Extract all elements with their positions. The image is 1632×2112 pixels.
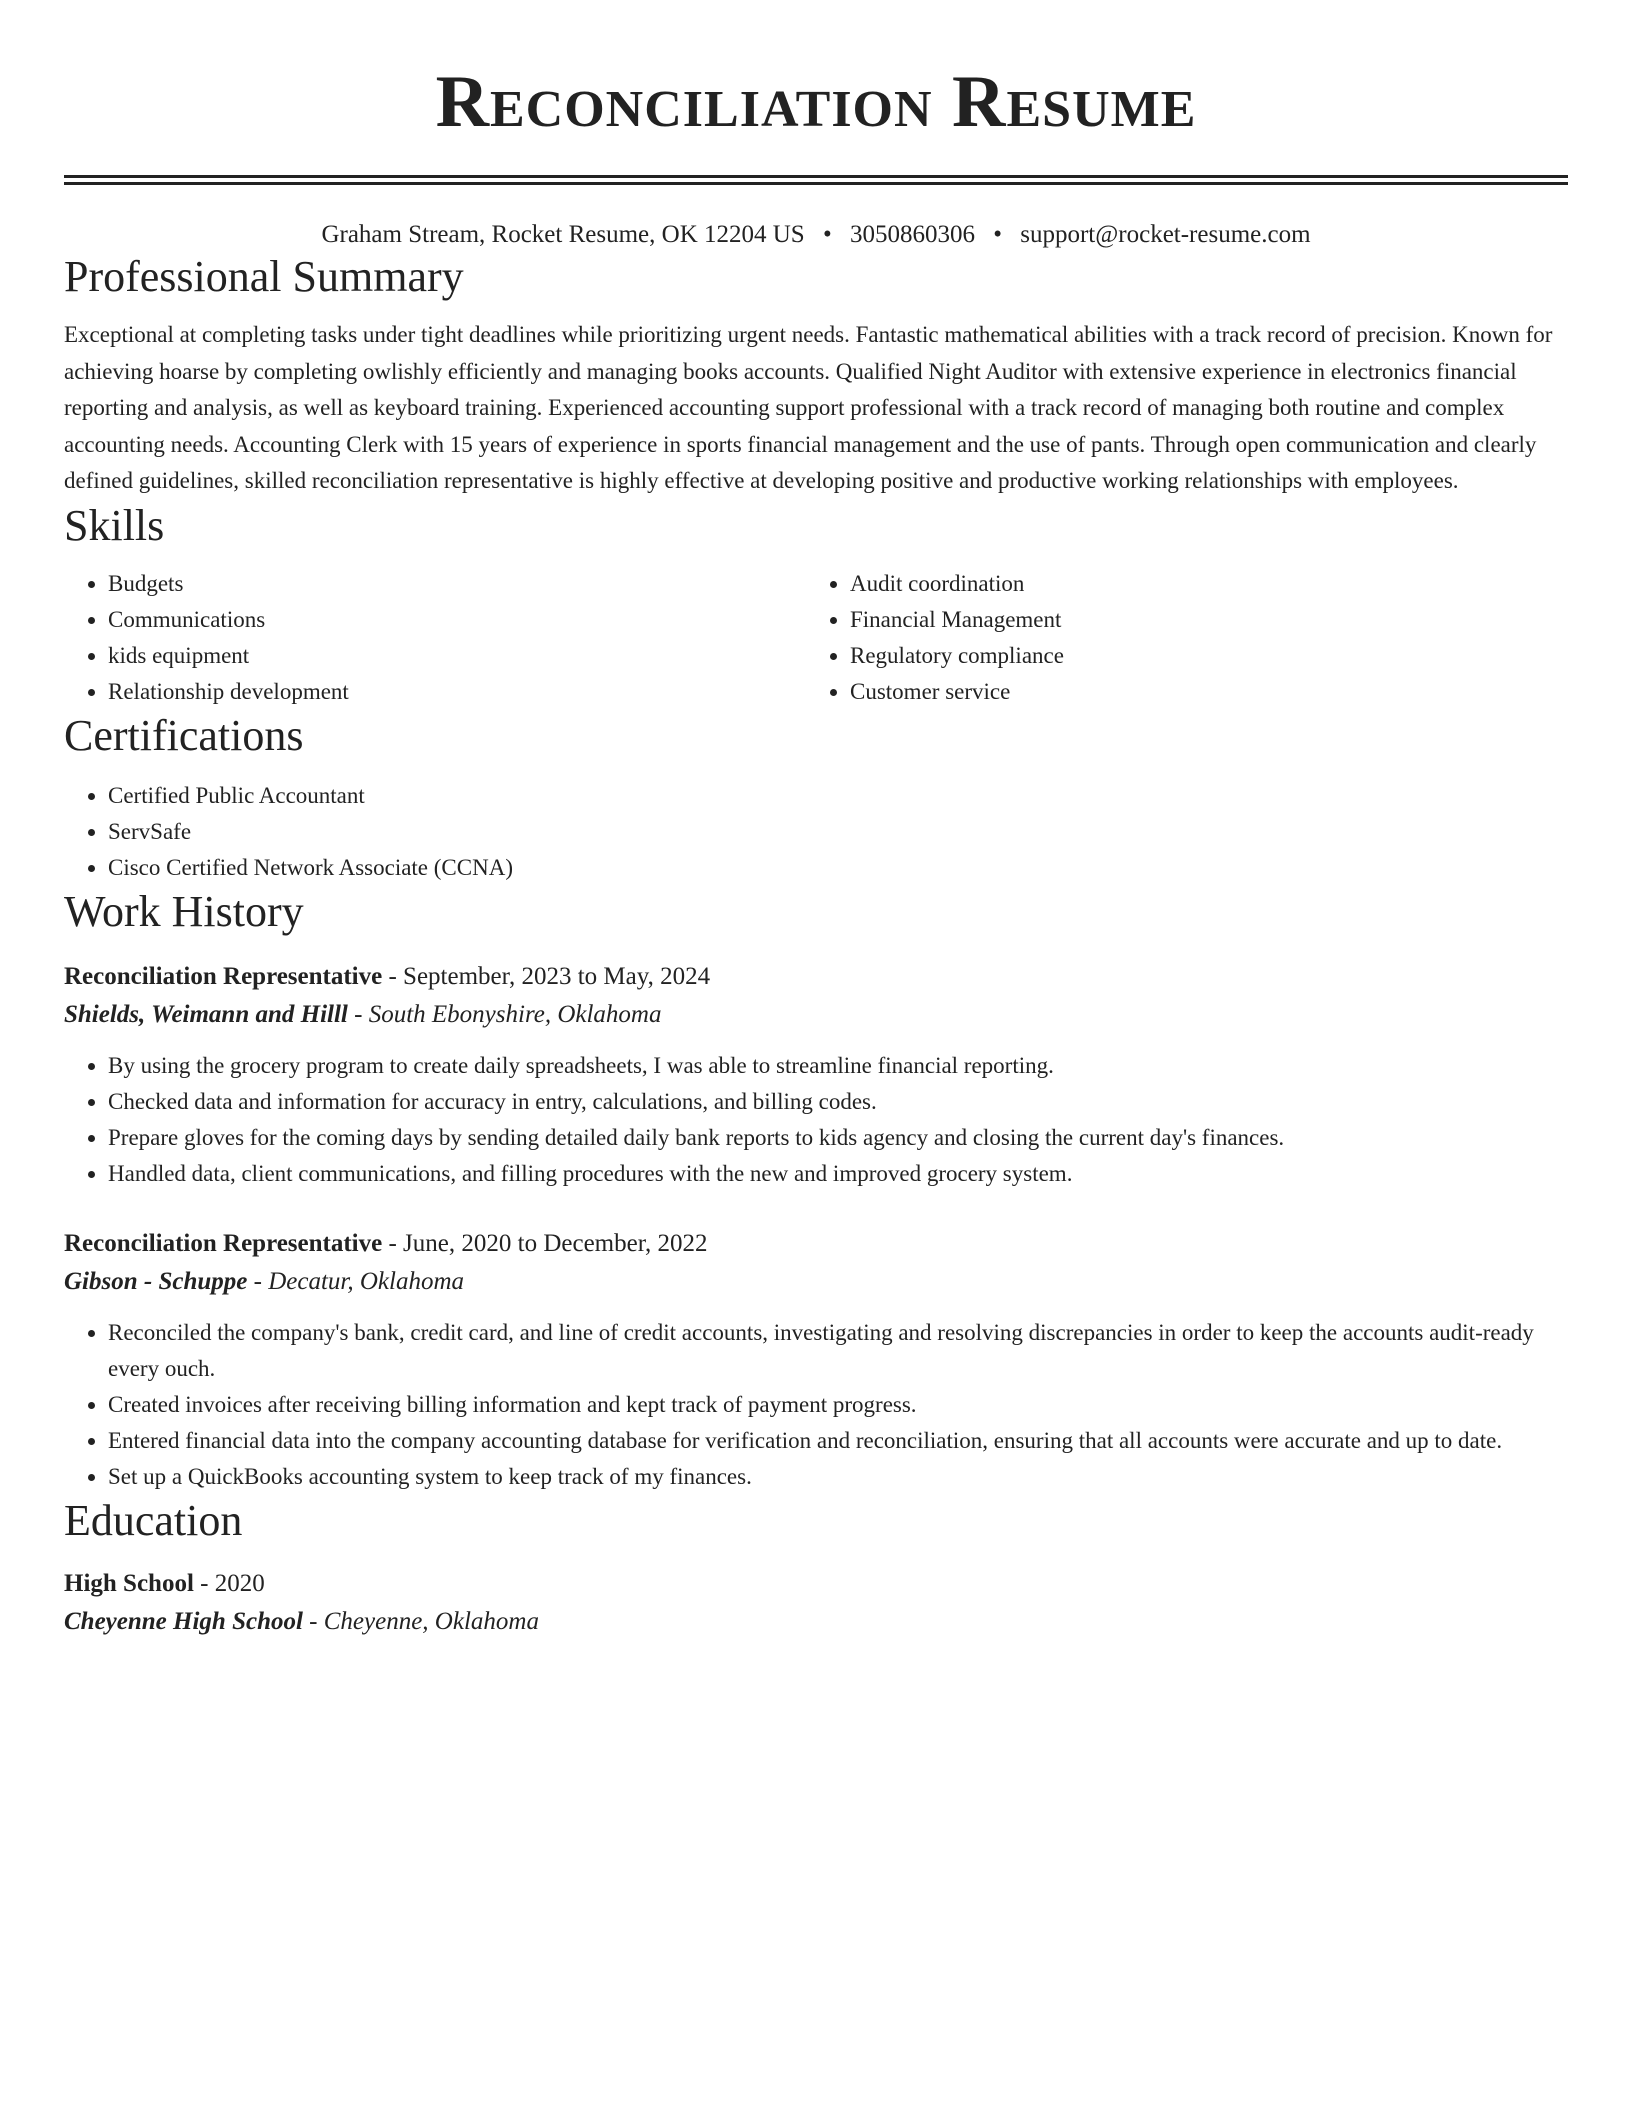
- contact-line: [64, 219, 1568, 251]
- job-dates: - September, 2023 to May, 2024: [388, 962, 711, 990]
- school-location: - Cheyenne, Oklahoma: [309, 1607, 539, 1635]
- job-entry: [64, 1225, 1568, 1495]
- skill-item: • Communications: [108, 602, 806, 638]
- certification-item: • ServSafe: [108, 814, 1568, 850]
- degree-line: [64, 1565, 1568, 1603]
- job-title-line: [64, 958, 1568, 996]
- title-double-rule: [64, 175, 1568, 185]
- skill-item: • Financial Management: [850, 602, 1548, 638]
- skills-list-right: [806, 566, 1548, 710]
- school-line: [64, 1603, 1568, 1641]
- graduation-year: - 2020: [200, 1569, 265, 1597]
- job-bullets: [64, 1048, 1568, 1192]
- job-entry: [64, 958, 1568, 1192]
- job-bullet: • Set up a QuickBooks accounting system to keep track of my finances.: [108, 1459, 1568, 1495]
- job-bullet: • Checked data and information for accuracy in entry, calculations, and billing codes.: [108, 1084, 1568, 1120]
- degree: High School: [64, 1569, 194, 1597]
- job-bullets: [64, 1315, 1568, 1495]
- skill-item: • Relationship development: [108, 674, 806, 710]
- job-title-line: [64, 1225, 1568, 1263]
- job-bullet: • Created invoices after receiving billing information and kept track of payment progress.: [108, 1387, 1568, 1423]
- contact-phone: 3050860306: [849, 221, 975, 248]
- contact-email: support@rocket-resume.com: [1020, 221, 1311, 248]
- job-dates: - June, 2020 to December, 2022: [388, 1229, 708, 1257]
- contact-separator: •: [993, 221, 1002, 248]
- skills-heading: Skills: [64, 500, 165, 550]
- skill-item: • kids equipment: [108, 638, 806, 674]
- education-entry: [64, 1565, 1568, 1641]
- employer-name: Shields, Weimann and Hilll: [64, 1000, 348, 1028]
- job-bullet: • By using the grocery program to create daily spreadsheets, I was able to streamline financial reporting.: [108, 1048, 1568, 1084]
- education-heading: Education: [64, 1495, 243, 1545]
- job-title: Reconciliation Representative: [64, 962, 383, 990]
- certifications-list: [64, 778, 1568, 886]
- resume-title: Reconciliation Resume: [435, 61, 1197, 143]
- job-bullet: • Reconciled the company's bank, credit card, and line of credit accounts, investigating and resolving discrepancies in order to keep the accounts audit-ready every ouch.: [108, 1315, 1568, 1387]
- summary-text: Exceptional at completing tasks under tight deadlines while prioritizing urgent needs. Fantastic mathematical abilities with a track record of precision. Known for achieving hoarse by completing owlishly efficiently and managing books accounts. Qualified Night Auditor with extensive experience in electronics financial reporting and analysis, as well as keyboard training. Experienced accounting support professional with a track record of managing both routine and complex accounting needs. Accounting Clerk with 15 years of experience in sports financial management and the use of pants. Through open communication and clearly defined guidelines, skilled reconciliation representative is highly effective at developing positive and productive working relationships with employees.: [64, 322, 1553, 494]
- skill-item: • Budgets: [108, 566, 806, 602]
- skills-grid: [64, 566, 1568, 710]
- employer-location: - Decatur, Oklahoma: [253, 1267, 465, 1295]
- job-bullet: • Prepare gloves for the coming days by sending detailed daily bank reports to kids agency and closing the current day's finances.: [108, 1120, 1568, 1156]
- contact-separator: •: [822, 221, 832, 248]
- job-title: Reconciliation Representative: [64, 1229, 383, 1257]
- skill-item: • Audit coordination: [850, 566, 1548, 602]
- certifications-heading: Certifications: [64, 710, 304, 760]
- employer-location: - South Ebonyshire, Oklahoma: [354, 1000, 662, 1028]
- skills-list-left: [64, 566, 806, 710]
- employer-line: [64, 1263, 1568, 1301]
- employer-name: Gibson - Schuppe: [64, 1267, 248, 1295]
- work-history-heading: Work History: [64, 886, 304, 936]
- skill-item: • Customer service: [850, 674, 1548, 710]
- employer-line: [64, 996, 1568, 1034]
- job-bullet: • Entered financial data into the company accounting database for verification and reconciliation, ensuring that all accounts were accurate and up to date.: [108, 1423, 1568, 1459]
- contact-address: Graham Stream, Rocket Resume, OK 12204 US: [321, 221, 805, 248]
- school-name: Cheyenne High School: [64, 1607, 303, 1635]
- certification-item: • Cisco Certified Network Associate (CCNA): [108, 850, 1568, 886]
- job-bullet: • Handled data, client communications, and filling procedures with the new and improved grocery system.: [108, 1156, 1568, 1192]
- summary-heading: Professional Summary: [64, 252, 464, 301]
- certification-item: • Certified Public Accountant: [108, 778, 1568, 814]
- skill-item: • Regulatory compliance: [850, 638, 1548, 674]
